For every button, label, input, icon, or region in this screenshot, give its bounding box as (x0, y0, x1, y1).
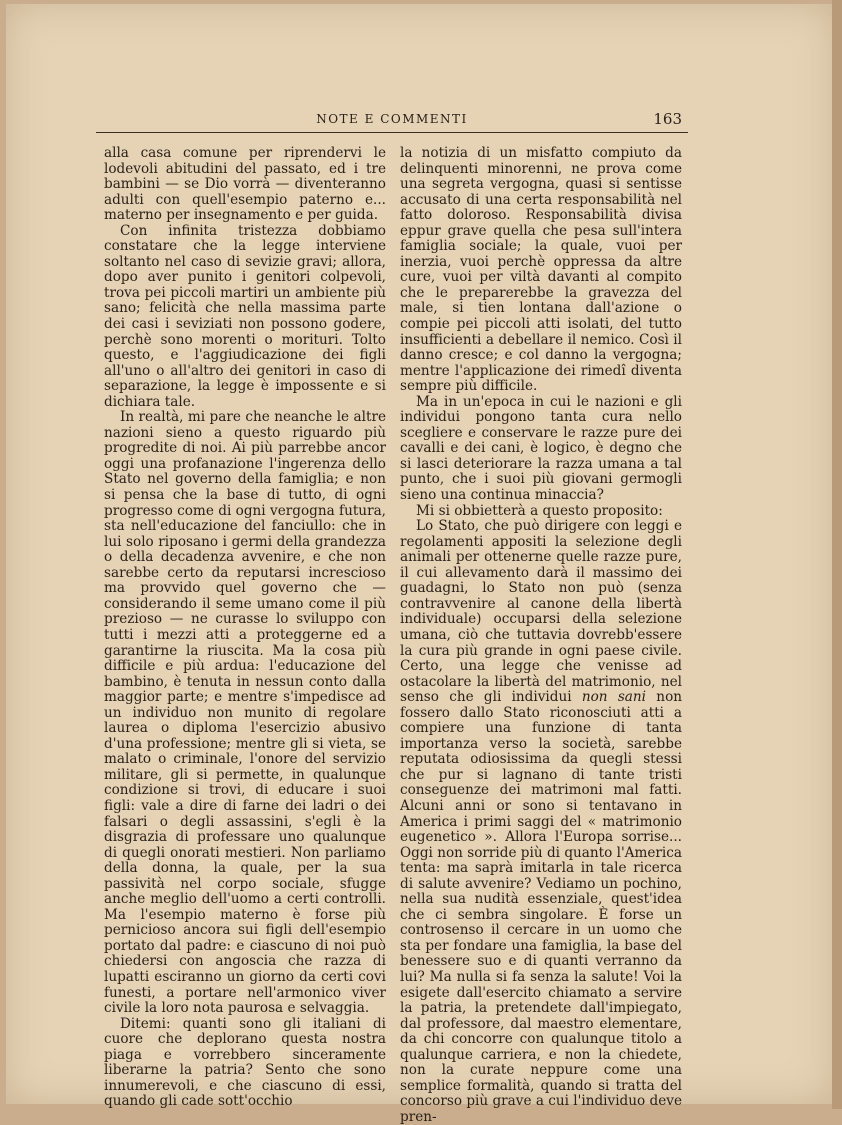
left-text-column (104, 146, 386, 1110)
paragraph: Ma in un'epoca in cui le nazioni e gli individui pongono tanta cura nello scegliere e conservare le razze pure dei cavalli e dei cani, è logico, è degno che si lasci deteriorare la razza umana a tal punto, che i suoi più giovani germogli sieno una continua minaccia? (400, 393, 682, 504)
paragraph: alla casa comune per riprendervi le lodevoli abitudini del passato, ed i tre bambini — se Dio vorrà — diventeranno adulti con quell'esempio paterno e... materno per insegnamento e per guida. (104, 145, 386, 224)
page-edge (832, 0, 842, 1109)
paragraph: Mi si obbietterà a questo proposito: (416, 502, 663, 519)
paragraph: la notizia di un misfatto compiuto da delinquenti minorenni, ne prova come una segreta vergogna, quasi si sentisse accusato di una certa responsabilità nel fatto doloroso. Responsabilità divisa eppur grave quella che pesa sull'intera famiglia sociale; la quale, vuoi per inerzia, vuoi perchè oppressa da altre cure, vuoi per viltà davanti al compito che le preparerebbe la gravezza del male, si tien lontana dall'azione o compie pei piccoli atti isolati, del tutto insufficienti a debellare il nemico. Così il danno cresce; e col danno la vergogna; mentre l'applicazione dei rimedî diventa sempre più difficile. (400, 145, 682, 395)
page-header (96, 110, 688, 133)
paragraph: Con infinita tristezza dobbiamo constatare che la legge interviene soltanto nel caso di sevizie gravi; allora, dopo aver punito i genitori colpevoli, trova pei piccoli martiri un ambiente più sano; felicità che nella massima parte dei casi i seviziati non possono godere, perchè sono morenti o morituri. Tolto questo, e l'aggiudicazione dei figli all'uno o all'altro dei genitori in caso di separazione, la legge è impossente e si dichiara tale. (104, 222, 386, 410)
emphasis-text: non sani (581, 689, 647, 706)
page-number: 163 (653, 110, 682, 128)
paragraph-text: Lo Stato, che può dirigere con leggi e regolamenti appositi la selezione degli animali per ottenerne quelle razze pure, il cui allevamento darà il massimo dei guadagni, lo Stato non può (senza contravvenire al canone della libertà individuale) occuparsi della selezione umana, ciò che tuttavia dovrebb'essere la cura più grande in ogni paese civile. Certo, una legge che venisse ad ostacolare la libertà del matrimonio, nel senso che gli individui (400, 518, 682, 706)
paragraph (400, 519, 682, 1125)
paragraph: In realtà, mi pare che neanche le altre nazioni sieno a questo riguardo più progredite di noi. Ai più parrebbe ancor oggi una profanazione l'ingerenza dello Stato nel governo della famiglia; e non si pensa che la base di tutto, di ogni progresso come di ogni vergogna futura, sta nell'educazione del fanciullo: che in lui solo riposano i germi della grandezza o della decadenza avvenire, e che non sarebbe certo da reputarsi increscioso ma provvido quel governo che — considerando il seme umano come il più prezioso — ne curasse lo sviluppo con tutti i mezzi atti a proteggerne ed a garantirne la riuscita. Ma la cosa più difficile e più ardua: l'educazione del bambino, è tenuta in nessun conto dalla maggior parte; e mentre s'impedisce ad un individuo non munito di regolare laurea o diploma l'esercizio abusivo d'una professione; mentre gli si vieta, se malato o criminale, l'onore del servizio militare, gli si permette, in qualunque condizione si trovi, di educare i suoi figli: vale a dire di farne dei ladri o dei falsari o degli assassini, s'egli è la disgrazia di professare uno qualunque di quegli onorati mestieri. Non parliamo della donna, la quale, per la sua passività nel corpo sociale, sfugge anche meglio dell'uomo a certi controlli. Ma l'esempio materno è forse più pernicioso ancora sui figli dell'esempio portato dal padre: e ciascuno di noi può chiedersi con angoscia che razza di lupatti esciranno un giorno da certi covi funesti, a portare nell'armonico viver civile la loro nota paurosa e selvaggia. (104, 409, 386, 1017)
paragraph: Ditemi: quanti sono gli italiani di cuore che deplorano questa nostra piaga e vorrebbero sinceramente liberarne la patria? Sento che sono innumerevoli, e che ciascuno di essi, quando gli cade sott'occhio (104, 1015, 386, 1110)
right-text-column (400, 146, 682, 1125)
paragraph-text: non fossero dallo Stato riconosciuti atti a compiere una funzione di tanta importanza verso la società, sarebbe reputata odiosissima da quegli stessi che pur si lagnano di tante tristi conseguenze dei matrimoni mal fatti. Alcuni anni or sono si tentavano in America i primi saggi del « matrimonio eugenetico ». Allora l'Europa sorrise... Oggi non sorride più di quanto l'America tenta: ma saprà imitarla in tale ricerca di salute avvenire? Vediamo un pochino, nella sua nudità essenziale, quest'idea che ci sembra singolare. È forse un controsenso il cercare in un uomo che sta per fondare una famiglia, la base del benessere suo e di quanti verranno da lui? Ma nulla si fa senza la salute! Voi la esigete dall'esercito chiamato a servire la patria, la pretendete dall'impiegato, dal professore, dal maestro elementare, da chi concorre con qualunque titolo a qualunque carriera, e non la chiedete, non la curate neppure come una semplice formalità, quando si tratta del concorso più grave a cui l'individuo deve pren- (400, 689, 683, 1125)
running-title: NOTE E COMMENTI (316, 112, 468, 126)
